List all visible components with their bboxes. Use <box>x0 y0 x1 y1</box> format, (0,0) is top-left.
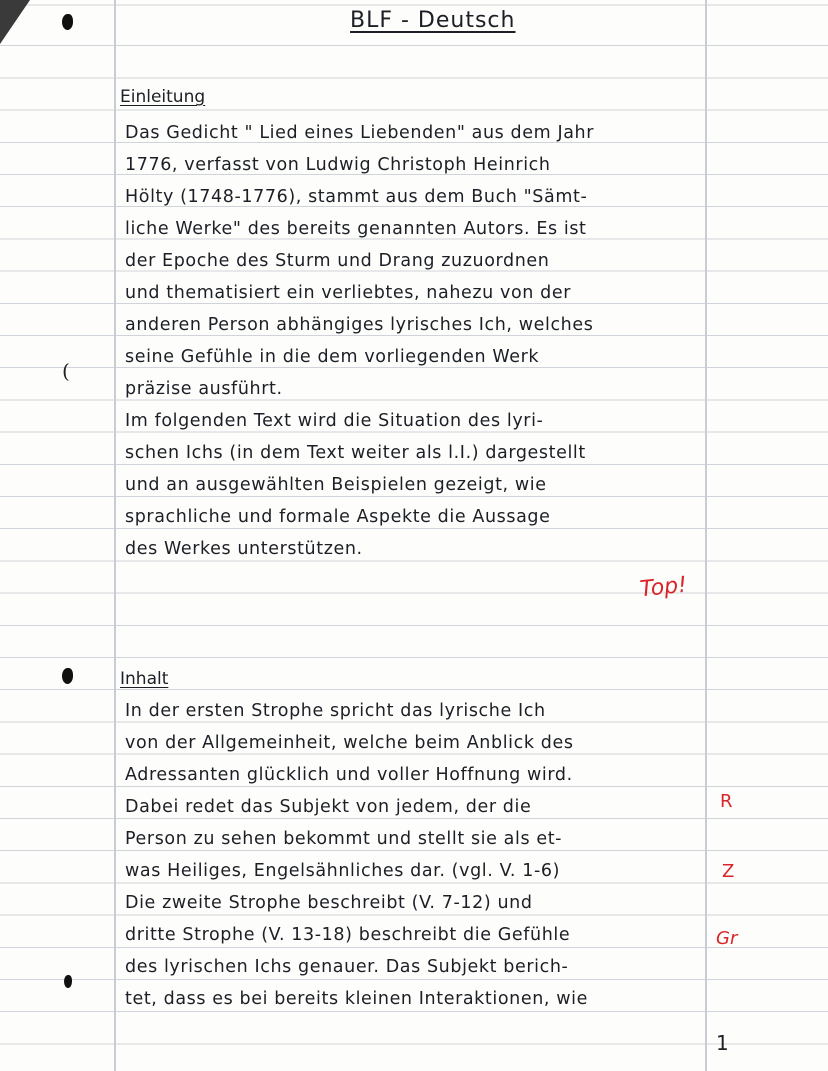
text-line: präzise ausführt. <box>125 379 283 399</box>
text-line: schen Ichs (in dem Text weiter als l.I.) dargestellt <box>125 443 586 463</box>
right-margin-rule <box>705 0 707 1071</box>
punch-hole <box>62 668 73 684</box>
margin-correction-mark: Z <box>722 861 735 882</box>
left-margin-rule <box>114 0 116 1071</box>
text-line: 1776, verfasst von Ludwig Christoph Heinrich <box>125 155 551 175</box>
text-line: Person zu sehen bekommt und stellt sie als et- <box>125 829 563 849</box>
text-line: liche Werke" des bereits genannten Autors. Es ist <box>125 219 587 239</box>
text-line: Adressanten glücklich und voller Hoffnung wird. <box>125 765 573 785</box>
text-line: anderen Person abhängiges lyrisches Ich, welches <box>125 315 594 335</box>
section-heading-content: Inhalt <box>120 669 169 689</box>
text-line: Hölty (1748-1776), stammt aus dem Buch "Sämt- <box>125 187 588 207</box>
text-line: seine Gefühle in die dem vorliegenden Werk <box>125 347 540 367</box>
text-line: was Heiliges, Engelsähnliches dar. (vgl. V. 1-6) <box>125 861 561 881</box>
margin-correction-mark: Gr <box>716 928 738 949</box>
text-line: und an ausgewählten Beispielen gezeigt, wie <box>125 475 547 495</box>
text-line: des lyrischen Ichs genauer. Das Subjekt berich- <box>125 957 569 977</box>
text-line: Im folgenden Text wird die Situation des lyri- <box>125 411 544 431</box>
text-line: Die zweite Strophe beschreibt (V. 7-12) und <box>125 893 533 913</box>
margin-correction-mark: R <box>720 791 733 812</box>
section-heading-intro: Einleitung <box>120 87 206 107</box>
teacher-comment: Top! <box>638 572 689 603</box>
text-line: der Epoche des Sturm und Drang zuzuordnen <box>125 251 550 271</box>
text-line: Dabei redet das Subjekt von jedem, der die <box>125 797 532 817</box>
text-line: Das Gedicht " Lied eines Liebenden" aus dem Jahr <box>125 123 595 143</box>
page-number: 1 <box>716 1031 729 1055</box>
punch-hole-mark: ( <box>62 359 70 383</box>
text-line: In der ersten Strophe spricht das lyrische Ich <box>125 701 546 721</box>
page-title: BLF - Deutsch <box>350 8 516 33</box>
text-line: von der Allgemeinheit, welche beim Anblick des <box>125 733 574 753</box>
text-line: tet, dass es bei bereits kleinen Interaktionen, wie <box>125 989 588 1009</box>
text-line: dritte Strophe (V. 13-18) beschreibt die Gefühle <box>125 925 571 945</box>
text-line: sprachliche und formale Aspekte die Aussage <box>125 507 551 527</box>
text-line: des Werkes unterstützen. <box>125 539 363 559</box>
punch-hole <box>62 14 73 30</box>
punch-hole <box>64 975 72 988</box>
text-line: und thematisiert ein verliebtes, nahezu von der <box>125 283 572 303</box>
page-corner-fold <box>0 0 30 44</box>
